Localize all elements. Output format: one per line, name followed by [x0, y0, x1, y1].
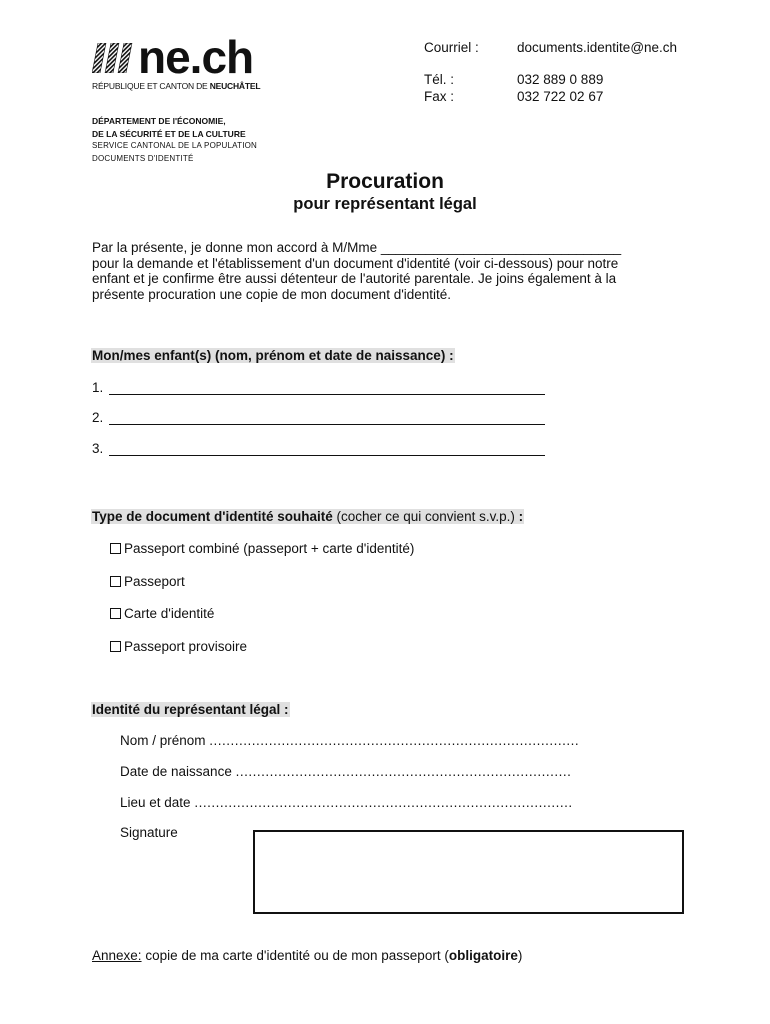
intro-line3: enfant et je confirme être aussi détenteur de l'autorité parentale. Je joins également à la: [92, 271, 617, 286]
intro-line1: Par la présente, je donne mon accord à M/Mme ________________________________: [92, 240, 622, 255]
fax-label: Fax :: [424, 89, 455, 104]
page-title: Procuration: [326, 170, 444, 193]
annex-note: Annexe: copie de ma carte d'identité ou de mon passeport (obligatoire): [92, 948, 523, 963]
child-line-3[interactable]: 3.: [92, 441, 545, 456]
department-line2: DE LA SÉCURITÉ ET DE LA CULTURE: [92, 128, 246, 139]
checkbox-icon[interactable]: [110, 576, 121, 587]
department-block: [92, 115, 257, 165]
department-line3: SERVICE CANTONAL DE LA POPULATION: [92, 141, 258, 150]
department-line1: DÉPARTEMENT DE l'ÉCONOMIE,: [92, 116, 226, 126]
checkbox-icon[interactable]: [110, 543, 121, 554]
birth-date-field[interactable]: Date de naissance ...............................................................................: [120, 764, 572, 779]
logo-bars-icon: [92, 43, 136, 73]
checkbox-icon[interactable]: [110, 608, 121, 619]
option-carte-identite[interactable]: Carte d'identité: [110, 606, 214, 621]
child-line-2[interactable]: 2.: [92, 410, 545, 425]
signature-box[interactable]: [253, 830, 684, 914]
option-passeport-provisoire[interactable]: Passeport provisoire: [110, 639, 247, 654]
intro-paragraph: [92, 240, 692, 302]
document-type-heading: Type de document d'identité souhaité (cocher ce qui convient s.v.p.) :: [92, 509, 524, 524]
department-line4: DOCUMENTS D'IDENTITÉ: [92, 153, 194, 163]
signature-label: Signature: [120, 825, 178, 840]
children-heading: Mon/mes enfant(s) (nom, prénom et date de naissance) :: [92, 348, 454, 363]
fax-value: 032 722 02 67: [517, 89, 604, 104]
page-subtitle: pour représentant légal: [293, 195, 477, 213]
logo: [92, 31, 292, 94]
child-line-3-rule: [109, 443, 545, 456]
tel-label: Tél. :: [424, 72, 455, 87]
logo-subtitle: RÉPUBLIQUE ET CANTON DE NEUCHÂTEL: [92, 81, 261, 91]
child-line-1-rule: [109, 382, 545, 395]
intro-line2: pour la demande et l'établissement d'un document d'identité (voir ci-dessous) pour notre: [92, 255, 619, 271]
option-passeport-combine[interactable]: Passeport combiné (passeport + carte d'identité): [110, 541, 414, 556]
option-passeport[interactable]: Passeport: [110, 574, 185, 589]
intro-line4: présente procuration une copie de mon document d'identité.: [92, 286, 452, 302]
tel-value: 032 889 0 889: [517, 72, 604, 87]
logo-text: ne.ch: [138, 31, 254, 83]
email-value: documents.identite@ne.ch: [517, 40, 678, 55]
email-label: Courriel :: [424, 40, 479, 55]
checkbox-icon[interactable]: [110, 641, 121, 652]
child-line-2-rule: [109, 412, 545, 425]
name-field[interactable]: Nom / prénom .......................................................................................: [120, 733, 580, 748]
legal-rep-heading: Identité du représentant légal :: [92, 702, 289, 717]
place-date-field[interactable]: Lieu et date .........................................................................................: [120, 795, 573, 810]
child-line-1[interactable]: 1.: [92, 380, 545, 395]
